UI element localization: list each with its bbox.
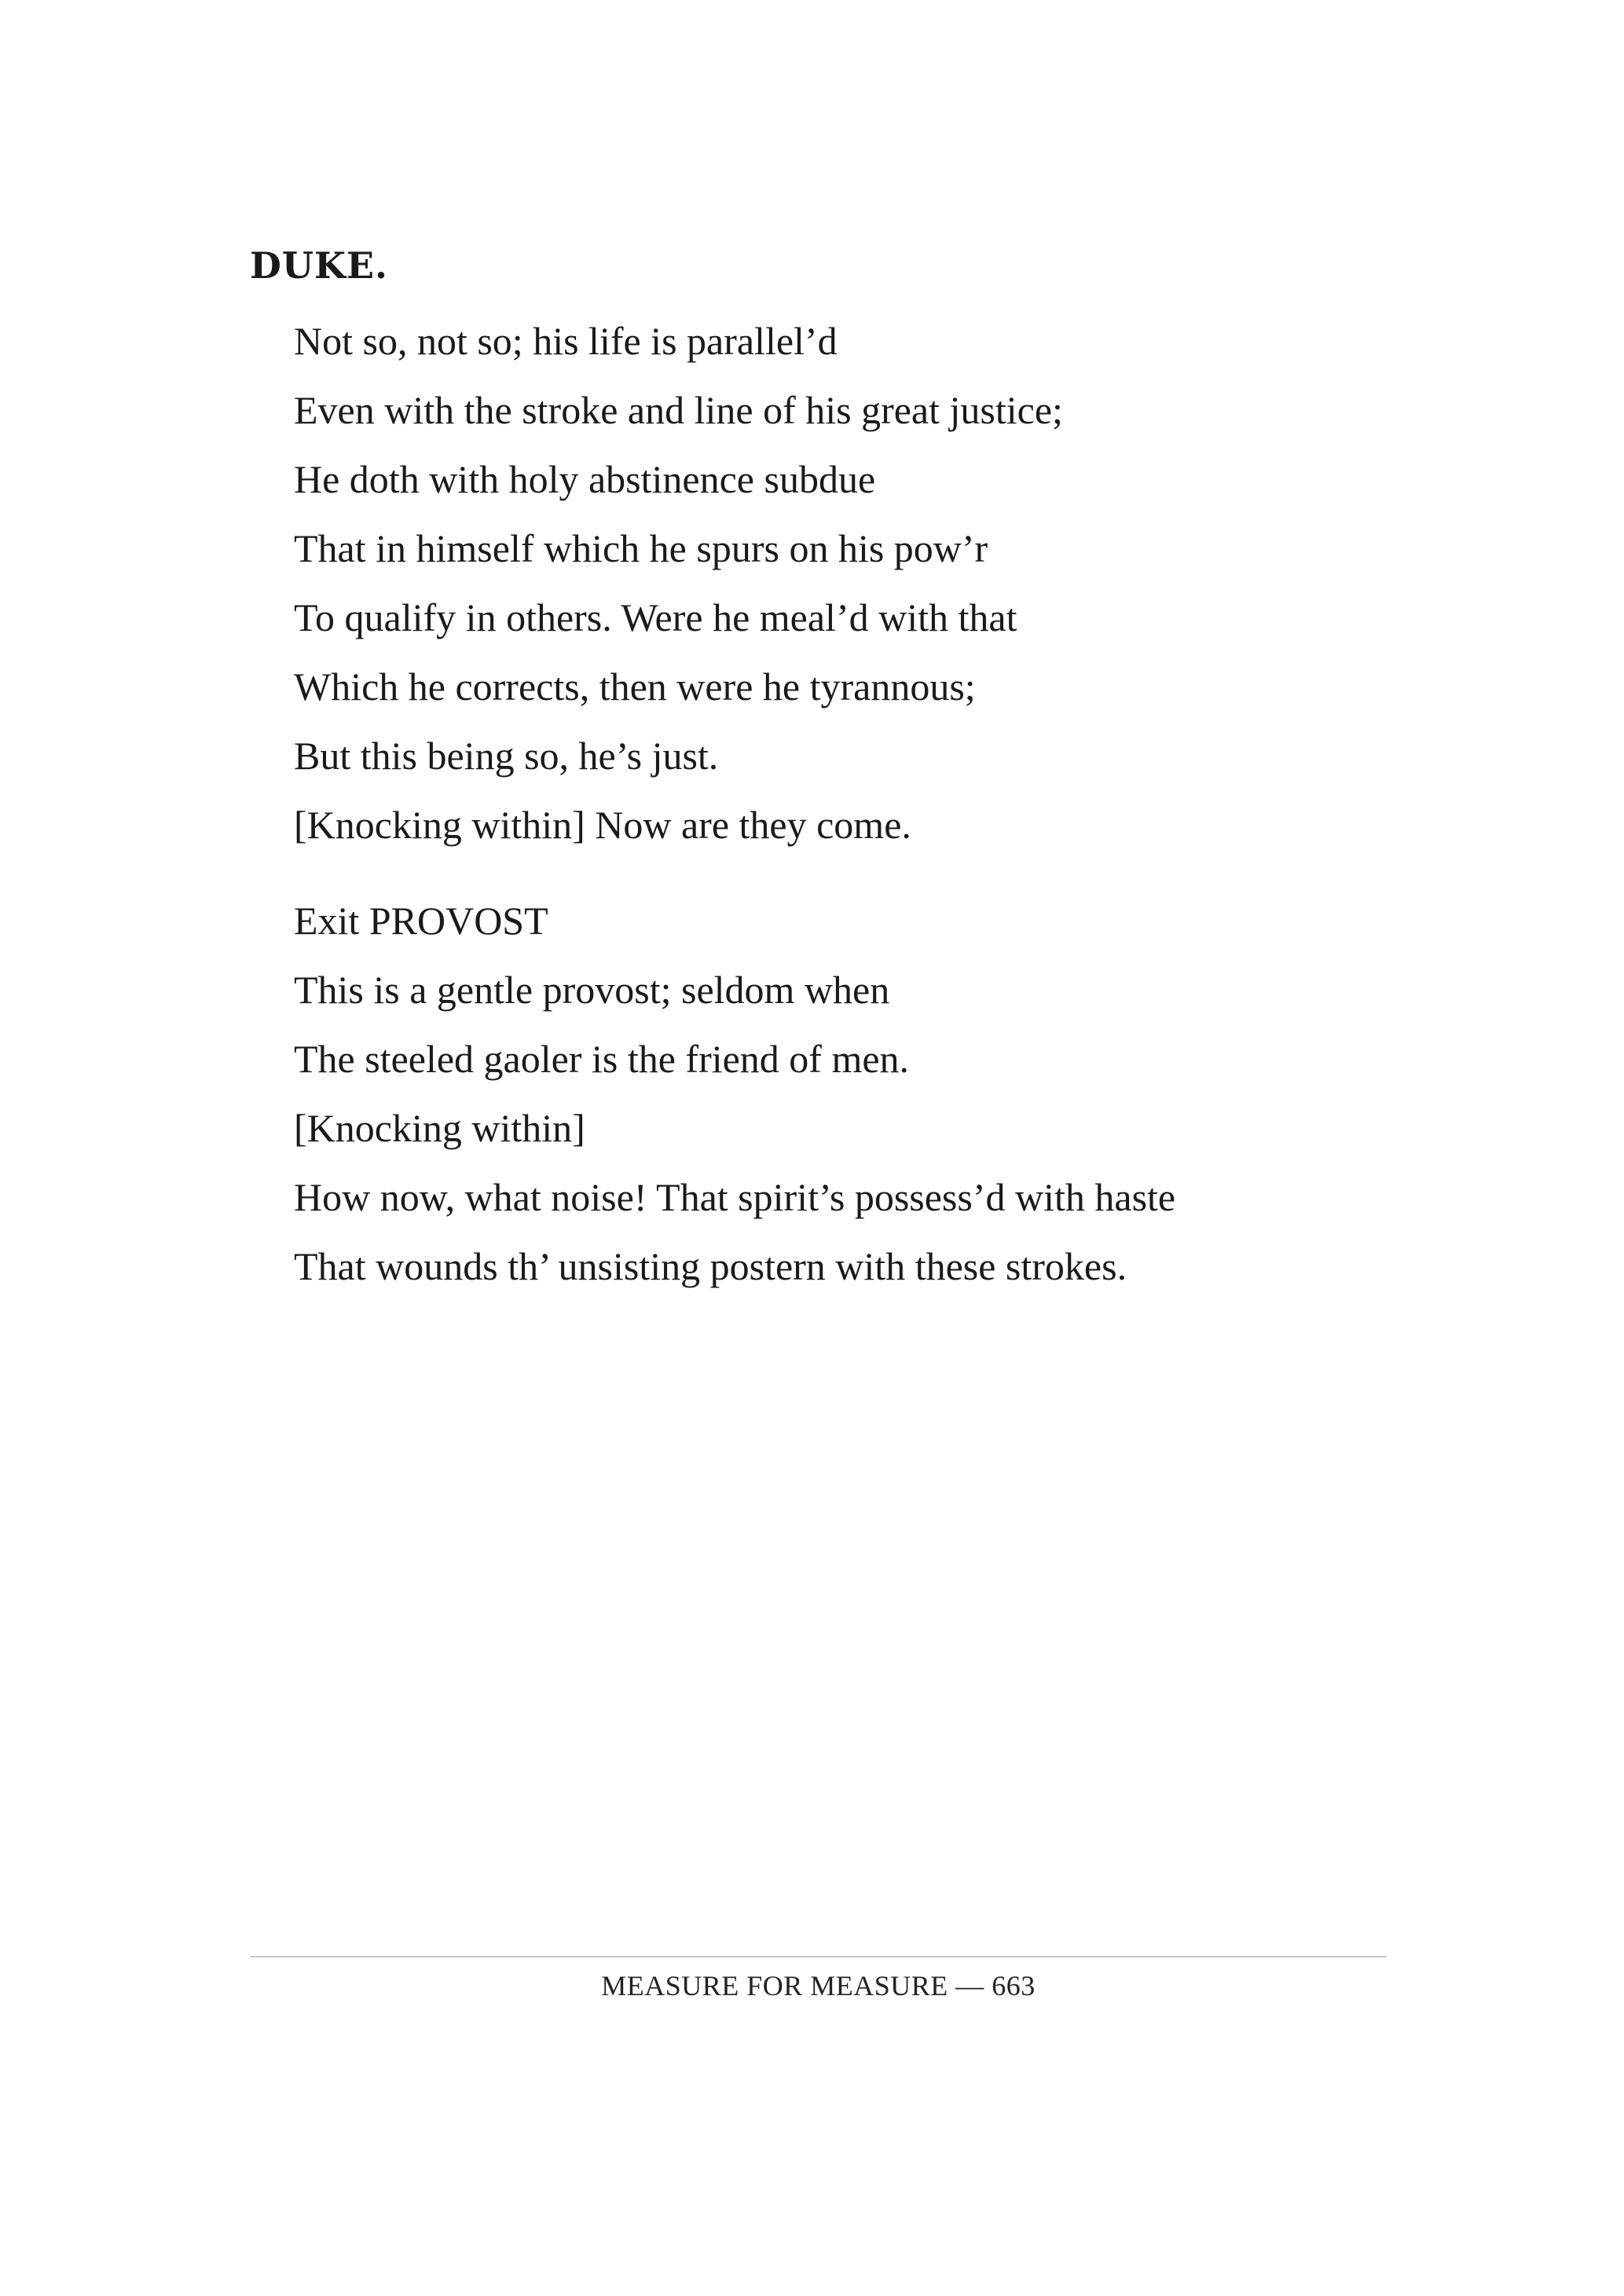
verse-line: But this being so, he’s just. <box>294 734 719 778</box>
speaker-name: DUKE. <box>250 244 389 287</box>
verse-block-1 <box>294 306 1063 859</box>
verse-line: Even with the stroke and line of his great justice; <box>294 388 1063 432</box>
verse-line: This is a gentle provost; seldom when <box>294 968 890 1012</box>
stage-direction: Exit PROVOST <box>294 899 548 943</box>
verse-line: That wounds th’ unsisting postern with these strokes. <box>294 1244 1127 1288</box>
verse-line: Which he corrects, then were he tyrannous; <box>294 665 976 709</box>
footer-divider <box>250 1956 1387 1957</box>
verse-line: [Knocking within] <box>294 1106 585 1150</box>
verse-line: Not so, not so; his life is parallel’d <box>294 319 838 363</box>
verse-line: How now, what noise! That spirit’s possess’d with haste <box>294 1175 1176 1219</box>
verse-line: [Knocking within] Now are they come. <box>294 803 911 847</box>
verse-line: To qualify in others. Were he meal’d with that <box>294 595 1017 639</box>
verse-line: The steeled gaoler is the friend of men. <box>294 1037 910 1081</box>
verse-line: That in himself which he spurs on his pow’r <box>294 526 988 570</box>
verse-line: He doth with holy abstinence subdue <box>294 457 876 501</box>
verse-block-2 <box>294 955 1175 1301</box>
running-footer: MEASURE FOR MEASURE — 663 <box>601 1970 1036 2001</box>
